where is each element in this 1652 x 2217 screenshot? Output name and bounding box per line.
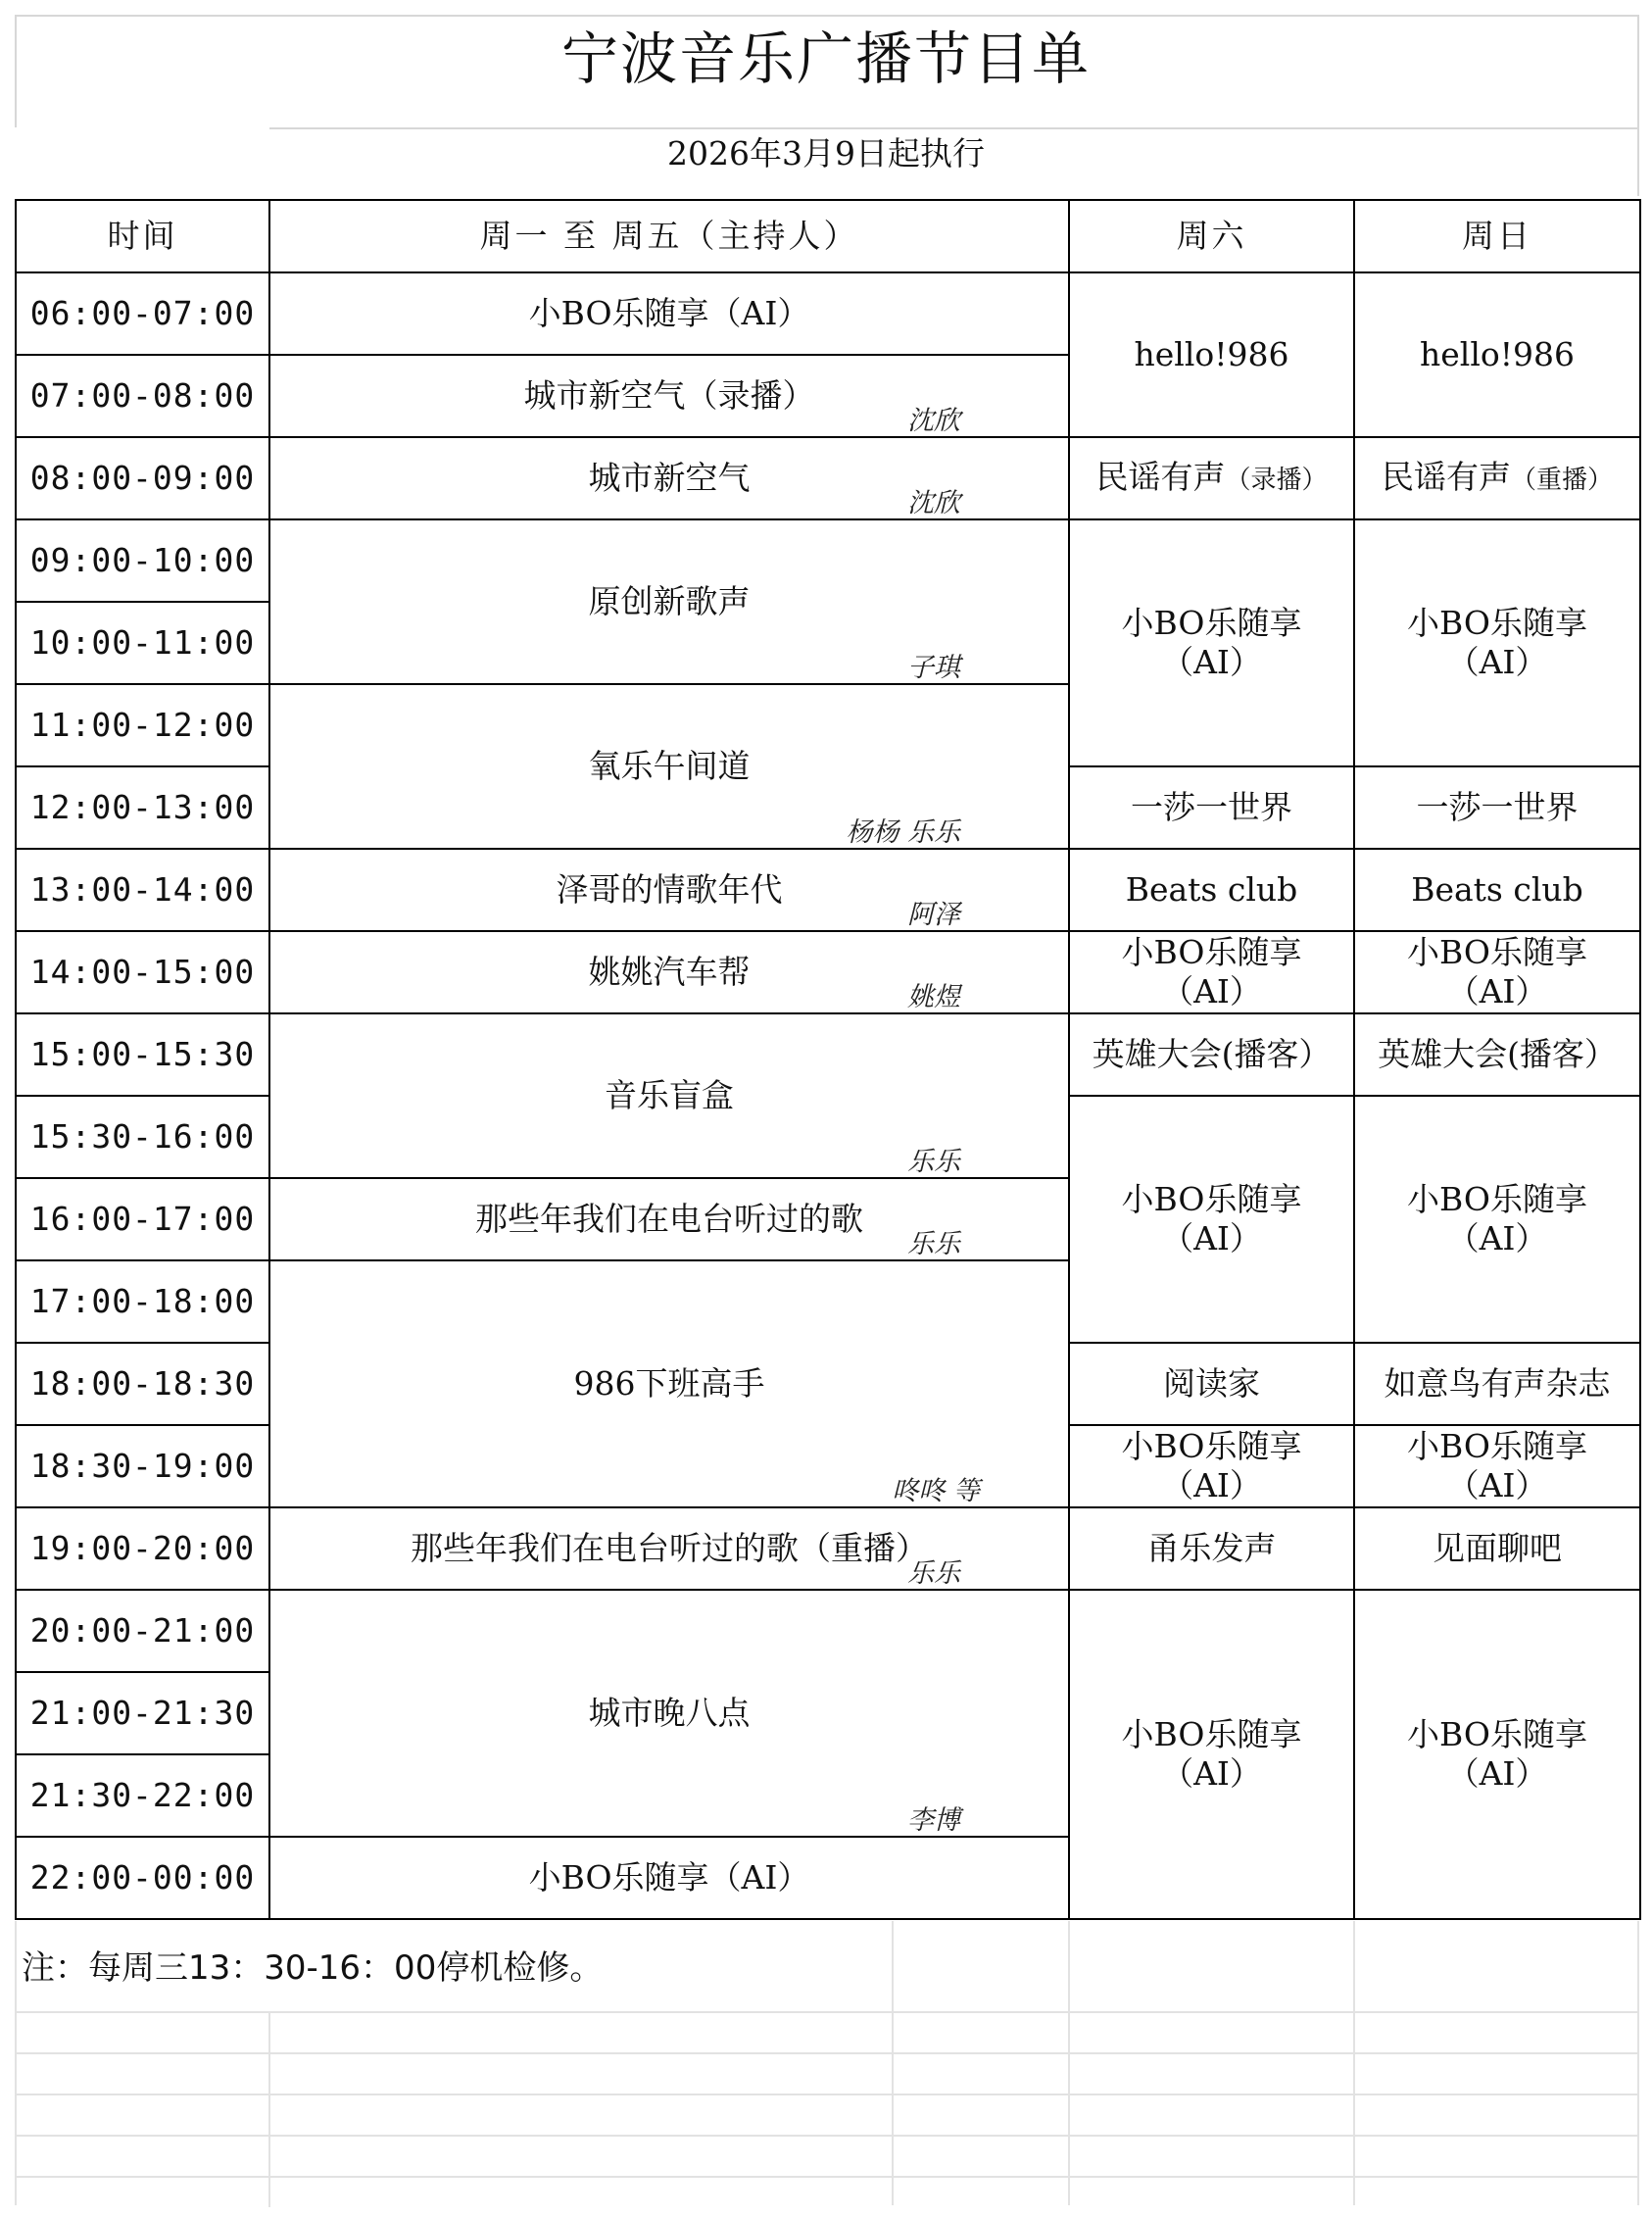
weekday-program: [269, 437, 1069, 519]
program-note: （AI）: [1446, 972, 1548, 1010]
program-name: 民谣有声: [1095, 457, 1226, 496]
program-name: 英雄大会(播客）: [1092, 1035, 1332, 1073]
sunday-program: [1354, 519, 1640, 766]
sunday-program: [1354, 1590, 1640, 1919]
grid-line: [15, 2011, 1639, 2013]
table-row: [16, 437, 1640, 519]
time-slot: 06:00-07:00: [16, 272, 269, 355]
time-slot: 08:00-09:00: [16, 437, 269, 519]
saturday-program: [1069, 272, 1354, 437]
program-note: （录播）: [1225, 465, 1328, 495]
weekday-program: [269, 1178, 1069, 1260]
program-name: 一莎一世界: [1416, 788, 1579, 826]
time-slot: 22:00-00:00: [16, 1837, 269, 1919]
weekday-program: [269, 355, 1069, 437]
program-note: （AI）: [1161, 1219, 1262, 1257]
program-name: 原创新歌声: [588, 582, 751, 620]
program-note: （AI）: [1446, 1754, 1548, 1793]
time-slot: 11:00-12:00: [16, 684, 269, 766]
program-name: 小BO乐随享: [1121, 604, 1302, 642]
weekday-program: [269, 931, 1069, 1013]
weekday-program: [269, 1507, 1069, 1590]
host-name: 沈欣: [907, 406, 960, 436]
program-name: 见面聊吧: [1433, 1529, 1562, 1567]
program-name: Beats club: [1411, 870, 1583, 909]
weekday-program: [269, 1590, 1069, 1837]
header-weekday: 周一 至 周五（主持人）: [269, 200, 1069, 272]
table-row: [16, 1507, 1640, 1590]
program-name: 姚姚汽车帮: [588, 953, 751, 991]
table-row: [16, 519, 1640, 602]
time-slot: 15:00-15:30: [16, 1013, 269, 1096]
grid-line: [15, 2176, 1639, 2178]
time-slot: 18:00-18:30: [16, 1343, 269, 1425]
table-row: [16, 931, 1640, 1013]
table-row: [16, 272, 1640, 355]
time-slot: 16:00-17:00: [16, 1178, 269, 1260]
program-name: 氧乐午间道: [588, 747, 751, 785]
program-note: （AI）: [1161, 1466, 1262, 1504]
program-name: 小BO乐随享: [1407, 1715, 1587, 1753]
program-name: 那些年我们在电台听过的歌（重播）: [411, 1529, 928, 1567]
program-note: （重播）: [1510, 465, 1613, 495]
time-slot: 21:30-22:00: [16, 1754, 269, 1837]
program-name: 音乐盲盒: [605, 1076, 734, 1114]
program-name: 小BO乐随享: [1121, 1715, 1302, 1753]
maintenance-note: 注：每周三13：30-16：00停机检修。: [22, 1948, 604, 1988]
grid-line: [15, 2094, 1639, 2095]
program-name: 小BO乐随享（AI）: [528, 294, 810, 332]
saturday-program: [1069, 931, 1354, 1013]
weekday-program: [269, 1260, 1069, 1507]
host-name: 杨杨 乐乐: [846, 817, 960, 848]
sunday-program: [1354, 1013, 1640, 1096]
sunday-program: [1354, 1343, 1640, 1425]
grid-line: [15, 15, 1639, 17]
saturday-program: [1069, 1096, 1354, 1343]
host-name: 乐乐: [907, 1558, 960, 1589]
host-name: 咚咚 等: [892, 1476, 980, 1506]
grid-line: [268, 2011, 270, 2207]
sunday-program: [1354, 1096, 1640, 1343]
host-name: 姚煜: [907, 982, 960, 1012]
host-name: 子琪: [907, 653, 960, 683]
grid-line: [1068, 1921, 1070, 2205]
weekday-program: [269, 1013, 1069, 1178]
sunday-program: [1354, 766, 1640, 849]
saturday-program: [1069, 519, 1354, 766]
program-name: 如意鸟有声杂志: [1384, 1364, 1611, 1403]
page-title: 宁波音乐广播节目单: [560, 25, 1091, 92]
sunday-program: [1354, 437, 1640, 519]
time-slot: 15:30-16:00: [16, 1096, 269, 1178]
program-name: 小BO乐随享: [1407, 933, 1587, 971]
sunday-program: [1354, 849, 1640, 931]
grid-line: [1637, 1921, 1639, 2205]
sunday-program: [1354, 931, 1640, 1013]
grid-line: [15, 2052, 1639, 2054]
program-name: 小BO乐随享: [1407, 1180, 1587, 1218]
host-name: 沈欣: [907, 488, 960, 518]
saturday-program: [1069, 1013, 1354, 1096]
saturday-program: [1069, 766, 1354, 849]
program-note: （AI）: [1446, 1466, 1548, 1504]
sunday-program: [1354, 1507, 1640, 1590]
grid-line: [892, 1921, 894, 2205]
program-note: （AI）: [1161, 643, 1262, 681]
saturday-program: [1069, 849, 1354, 931]
program-note: （AI）: [1446, 643, 1548, 681]
program-name: 甬乐发声: [1146, 1529, 1277, 1567]
time-slot: 10:00-11:00: [16, 602, 269, 684]
program-note: （AI）: [1161, 972, 1262, 1010]
table-row: [16, 1590, 1640, 1672]
saturday-program: [1069, 1590, 1354, 1919]
program-name: Beats club: [1125, 870, 1298, 909]
sunday-program: [1354, 272, 1640, 437]
program-name: 小BO乐随享: [1407, 1427, 1587, 1465]
program-name: 城市晚八点: [588, 1694, 751, 1732]
saturday-program: [1069, 437, 1354, 519]
weekday-program: [269, 849, 1069, 931]
time-slot: 12:00-13:00: [16, 766, 269, 849]
time-slot: 17:00-18:00: [16, 1260, 269, 1343]
program-name: 小BO乐随享: [1121, 1180, 1302, 1218]
program-name: 那些年我们在电台听过的歌: [475, 1200, 863, 1238]
time-slot: 19:00-20:00: [16, 1507, 269, 1590]
table-row: [16, 849, 1640, 931]
program-name: 一莎一世界: [1131, 788, 1292, 826]
program-name: hello!986: [1419, 335, 1575, 373]
weekday-program: [269, 1837, 1069, 1919]
header-row: [16, 200, 1640, 272]
weekday-program: [269, 519, 1069, 684]
program-note: （AI）: [1446, 1219, 1548, 1257]
time-slot: 09:00-10:00: [16, 519, 269, 602]
time-slot: 18:30-19:00: [16, 1425, 269, 1507]
sunday-program: [1354, 1425, 1640, 1507]
host-name: 乐乐: [907, 1229, 960, 1259]
program-name: 城市新空气（录播）: [523, 376, 815, 415]
time-slot: 21:00-21:30: [16, 1672, 269, 1754]
program-name: 城市新空气: [588, 459, 751, 497]
program-name: 小BO乐随享（AI）: [528, 1858, 810, 1897]
host-name: 乐乐: [907, 1147, 960, 1177]
grid-line: [15, 2135, 1639, 2137]
grid-line: [15, 1921, 17, 2205]
time-slot: 14:00-15:00: [16, 931, 269, 1013]
saturday-program: [1069, 1507, 1354, 1590]
grid-line: [1353, 1921, 1355, 2205]
program-name: 小BO乐随享: [1407, 604, 1587, 642]
program-name: hello!986: [1134, 335, 1289, 373]
table-row: [16, 1013, 1640, 1096]
header-sunday: 周日: [1354, 200, 1640, 272]
program-name: 阅读家: [1163, 1364, 1260, 1403]
time-slot: 20:00-21:00: [16, 1590, 269, 1672]
schedule-table: [15, 199, 1641, 1920]
program-name: 英雄大会(播客）: [1378, 1035, 1617, 1073]
header-saturday: 周六: [1069, 200, 1354, 272]
time-slot: 13:00-14:00: [16, 849, 269, 931]
saturday-program: [1069, 1425, 1354, 1507]
program-name: 986下班高手: [573, 1364, 765, 1403]
program-name: 小BO乐随享: [1121, 1427, 1302, 1465]
effective-date: 2026年3月9日起执行: [667, 134, 985, 172]
header-time: 时间: [16, 200, 269, 272]
host-name: 阿泽: [907, 900, 960, 930]
host-name: 李博: [907, 1805, 960, 1836]
program-name: 泽哥的情歌年代: [556, 870, 783, 909]
program-note: （AI）: [1161, 1754, 1262, 1793]
weekday-program: [269, 684, 1069, 849]
program-name: 小BO乐随享: [1121, 933, 1302, 971]
saturday-program: [1069, 1343, 1354, 1425]
program-name: 民谣有声: [1381, 457, 1511, 496]
weekday-program: [269, 272, 1069, 355]
time-slot: 07:00-08:00: [16, 355, 269, 437]
